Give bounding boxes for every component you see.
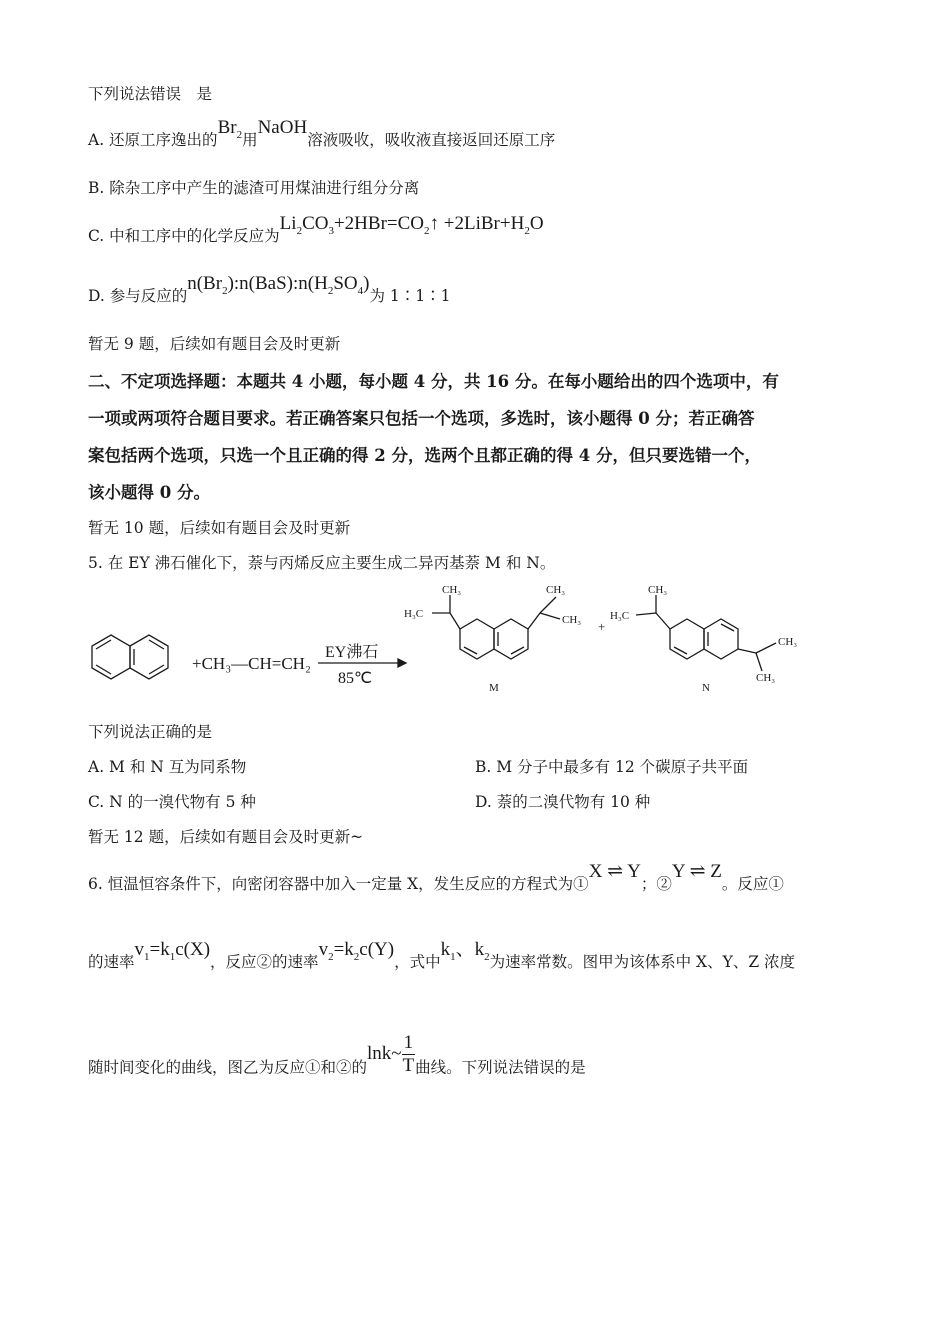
compound-m-structure: [432, 595, 560, 659]
question-intro: 下列说法错误 是: [88, 85, 213, 103]
q5-option-b: B. M 分子中最多有 12 个碳原子共平面: [475, 758, 749, 776]
m-ch3-right: CH₃: [562, 614, 582, 626]
label-m: M: [489, 682, 499, 694]
note-q12: 暂无 12 题，后续如有题目会及时更新~: [88, 828, 364, 846]
m-ch3-top-left: CH₃: [442, 584, 462, 596]
note-q9: 暂无 9 题，后续如有题目会及时更新: [88, 335, 341, 353]
n-h3c-left: H₃C: [610, 610, 630, 622]
formula-br2: $Br_2$: [217, 117, 243, 141]
q5-option-c: C. N 的一溴代物有 5 种: [88, 793, 256, 811]
reagent-propene: +CH₃—CH=CH₂: [192, 654, 311, 673]
n-ch3-top: CH₃: [648, 584, 668, 596]
option-d: D. 参与反应的$n(Br_2):n(BaS):n(H_2SO_4)$为 1∶1∶1: [88, 273, 451, 305]
rate-v1: $v_1=k_1c(X)$: [134, 939, 211, 963]
label-n: N: [702, 682, 710, 694]
q6-line3: 随时间变化的曲线，图乙为反应①和②的lnk~ $\frac{1}{T}$ 曲线。下列说法错误的是: [88, 1032, 586, 1077]
rate-constants: $k_1$、$k_2$: [440, 939, 490, 963]
reaction-2: Y ⇌ Z: [671, 861, 722, 882]
m-h3c-left: H₃C: [404, 608, 424, 620]
section2-line4: 该小题得 0 分。: [88, 483, 210, 502]
q6-line1: 6. 恒温恒容条件下，向密闭容器中加入一定量 X，发生反应的方程式为①X ⇌ Y；②Y ⇌ Z。反应①: [88, 861, 784, 893]
option-c: C. 中和工序中的化学反应为$Li_2CO_3+2HBr=CO_2↑$ $+2LiBr+H_2O$: [88, 213, 544, 245]
n-ch3-right: CH₃: [778, 636, 798, 648]
temperature-label: 85℃: [338, 670, 372, 687]
naphthalene-structure: [92, 635, 168, 679]
section2-line1: 二、不定项选择题：本题共 4 小题，每小题 4 分，共 16 分。在每小题给出的四个选项中，有: [88, 372, 779, 391]
catalyst-label: EY沸石: [325, 644, 379, 661]
ratio-expression: $n(Br_2):n(BaS):n(H_2SO_4)$: [187, 273, 370, 297]
plus-sign: +: [598, 619, 606, 634]
reaction-1: X ⇌ Y: [588, 861, 641, 882]
option-a: A. 还原工序逸出的$Br_2$用NaOH溶液吸收，吸收液直接返回还原工序: [88, 117, 556, 149]
fraction-1-over-t: $\frac{1}{T}$: [402, 1032, 415, 1076]
section2-line2: 一项或两项符合题目要求。若正确答案只包括一个选项，多选时，该小题得 0 分；若正确答: [88, 409, 755, 428]
lnk-expression: lnk~: [367, 1042, 402, 1064]
option-b: B. 除杂工序中产生的滤渣可用煤油进行组分分离: [88, 179, 420, 197]
section2-line3: 案包括两个选项，只选一个且正确的得 2 分，选两个且都正确的得 4 分，但只要选错一个，: [88, 446, 761, 465]
q5-option-a: A. M 和 N 互为同系物: [88, 758, 247, 776]
reaction-scheme: [80, 575, 840, 705]
formula-naoh: NaOH: [257, 117, 308, 138]
rate-v2: $v_2=k_2c(Y)$: [318, 939, 395, 963]
m-ch3-top-right: CH₃: [546, 584, 566, 596]
equation-c: $Li_2CO_3+2HBr=CO_2↑$ $+2LiBr+H_2O$: [279, 213, 544, 237]
q5-stem: 5. 在 EY 沸石催化下，萘与丙烯反应主要生成二异丙基萘 M 和 N。: [88, 554, 556, 572]
q5-option-d: D. 萘的二溴代物有 10 种: [475, 793, 651, 811]
n-ch3-bottom: CH₃: [756, 672, 776, 684]
note-q10: 暂无 10 题，后续如有题目会及时更新: [88, 519, 351, 537]
q5-prompt: 下列说法正确的是: [88, 723, 213, 741]
q6-line2: 的速率$v_1=k_1c(X)$，反应②的速率$v_2=k_2c(Y)$，式中$k_1$、$k_2$为速率常数。图甲为该体系中 X、Y、Z 浓度: [88, 939, 796, 971]
compound-n-structure: [636, 595, 776, 671]
